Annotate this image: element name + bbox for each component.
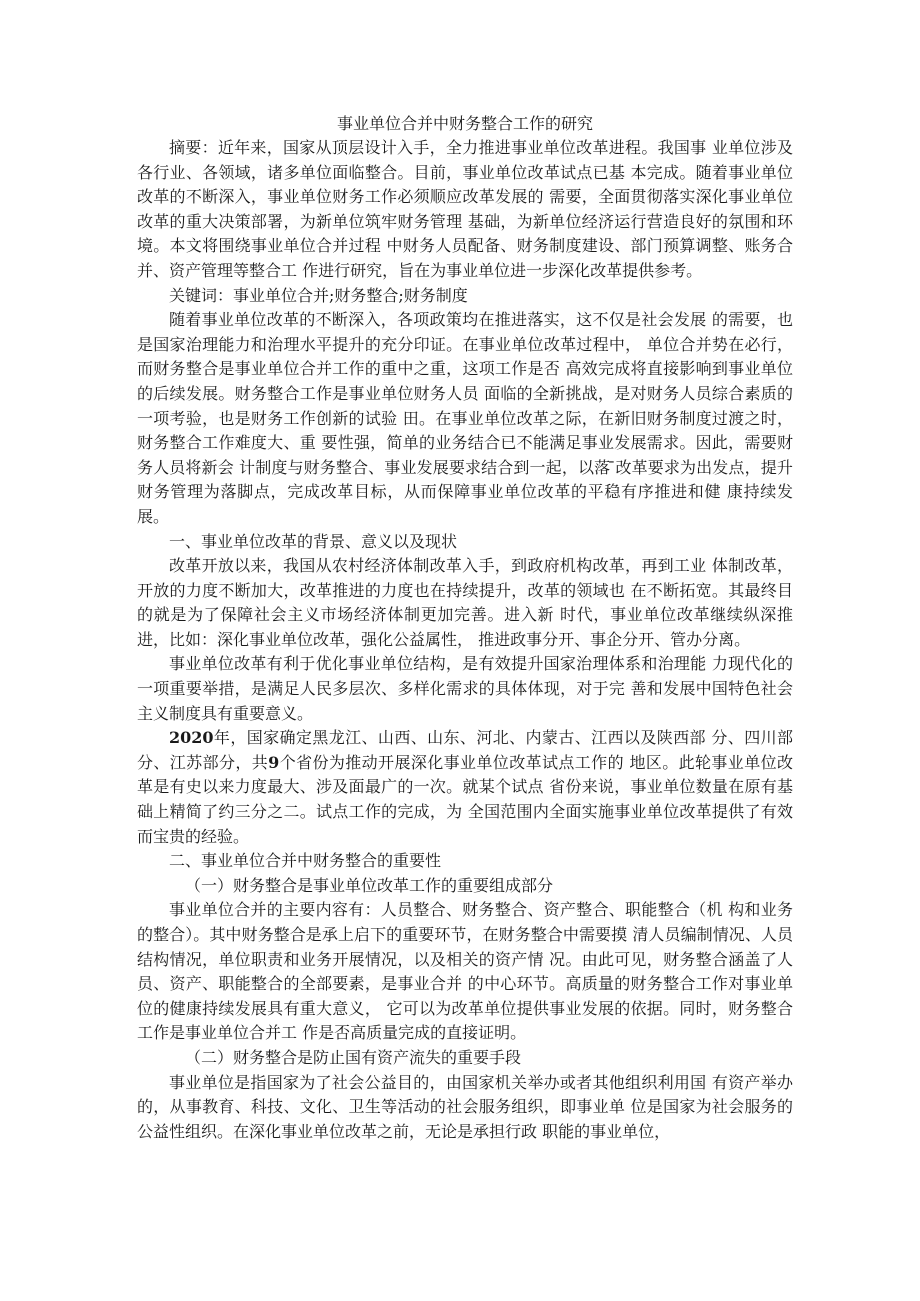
pilot-year: 2020 xyxy=(169,728,214,748)
section1-paragraph-3-part-b: 个省份为推动开展深化事业单位改革试点工作的 地区。此轮事业单位改革是有史以来力度最大、涉及面最广的一次。就某个试点 省份来说，事业单位数量在原有基础上精简了约三分之二。试点工作的完成，为 全国范围内全面实施事业单位改革提供了有效而宝贵的经验。 xyxy=(137,752,793,846)
section1-paragraph-2: 事业单位改革有利于优化事业单位结构，是有效提升国家治理体系和治理能 力现代化的一项重要举措，是满足人民多层次、多样化需求的具体体现，对于完 善和发展中国特色社会主义制度具有重要意义。 xyxy=(137,654,793,723)
document-title: 事业单位合并中财务整合工作的研究 xyxy=(336,114,593,133)
section1-paragraph-3-part-a: 年，国家确定黑龙江、山西、山东、河北、内蒙古、江西以及陕西部 分、四川部分、江苏部分，共 xyxy=(137,728,793,772)
section1-paragraph-1: 改革开放以来，我国从农村经济体制改革入手，到政府机构改革，再到工业 体制改革，开放的力度不断加大，改革推进的力度也在持续提升，改革的领域也 在不断拓宽。其最终目的就是为了保障社会主义市场经济体制更加完善。进入新 时代，事业单位改革继续纵深推进，比如：深化事业单位改革，强化公益属性， 推进政事分开、事企分开、管办分离。 xyxy=(137,556,793,649)
section2-subheading-1: （一）财务整合是事业单位改革工作的重要组成部分 xyxy=(185,875,554,895)
pilot-province-count: 9 xyxy=(268,752,280,772)
keywords-line: 关键词：事业单位合并;财务整合;财务制度 xyxy=(169,285,468,305)
section2-sub2-paragraph: 事业单位是指国家为了社会公益目的，由国家机关举办或者其他组织利用国 有资产举办的，从事教育、科技、文化、卫生等活动的社会服务组织，即事业单 位是国家为社会服务的公益性组织。在深化事业单位改革之前，无论是承担行政 职能的事业单位， xyxy=(137,1072,793,1141)
section2-heading: 二、事业单位合并中财务整合的重要性 xyxy=(169,851,442,871)
intro-paragraph: 随着事业单位改革的不断深入，各项政策均在推进落实，这不仅是社会发展 的需要，也是国家治理能力和治理水平提升的充分印证。在事业单位改革过程中， 单位合并势在必行，而财务整合是事业单位合并工作的重中之重，这项工作是否 高效完成将直接影响到事业单位的后续发展。财务整合工作是事业单位财务人员 面临的全新挑战，是对财务人员综合素质的一项考验，也是财务工作创新的试验 田。在事业单位改革之际，在新旧财务制度过渡之时，财务整合工作难度大、重 要性强，简单的业务结合已不能满足事业发展需求。因此，需要财务人员将新会 计制度与财务整合、事业发展要求结合到一起，以落 ̄改革要求为出发点，提升 财务管理为落脚点，完成改革目标，从而保障事业单位改革的平稳有序推进和健 康持续发展。 xyxy=(137,310,793,526)
section1-paragraph-3 xyxy=(137,726,793,849)
section1-heading: 一、事业单位改革的背景、意义以及现状 xyxy=(169,531,458,551)
section2-sub1-paragraph: 事业单位合并的主要内容有：人员整合、财务整合、资产整合、职能整合（机 构和业务的整合）。其中财务整合是承上启下的重要环节，在财务整合中需要摸 清人员编制情况、人员结构情况，单位职责和业务开展情况，以及相关的资产情 况。由此可见，财务整合涵盖了人员、资产、职能整合的全部要素，是事业合并 的中心环节。高质量的财务整合工作对事业单位的健康持续发展具有重大意义， 它可以为改革单位提供事业发展的依据。同时，财务整合工作是事业单位合并工 作是否高质量完成的直接证明。 xyxy=(137,900,793,1043)
document-page xyxy=(137,112,793,1144)
section2-subheading-2: （二）财务整合是防止国有资产流失的重要手段 xyxy=(185,1047,522,1067)
abstract-paragraph: 摘要：近年来，国家从顶层设计入手，全力推进事业单位改革进程。我国事 业单位涉及各行业、各领域，诸多单位面临整合。目前，事业单位改革试点已基 本完成。随着事业单位改革的不断深入，事业单位财务工作必须顺应改革发展的 需要，全面贯彻落实深化事业单位改革的重大决策部署，为新单位筑牢财务管理 基础，为新单位经济运行营造良好的氛围和环境。本文将围绕事业单位合并过程 中财务人员配备、财务制度建设、部门预算调整、账务合并、资产管理等整合工 作进行研究，旨在为事业单位进一步深化改革提供参考。 xyxy=(137,138,793,280)
